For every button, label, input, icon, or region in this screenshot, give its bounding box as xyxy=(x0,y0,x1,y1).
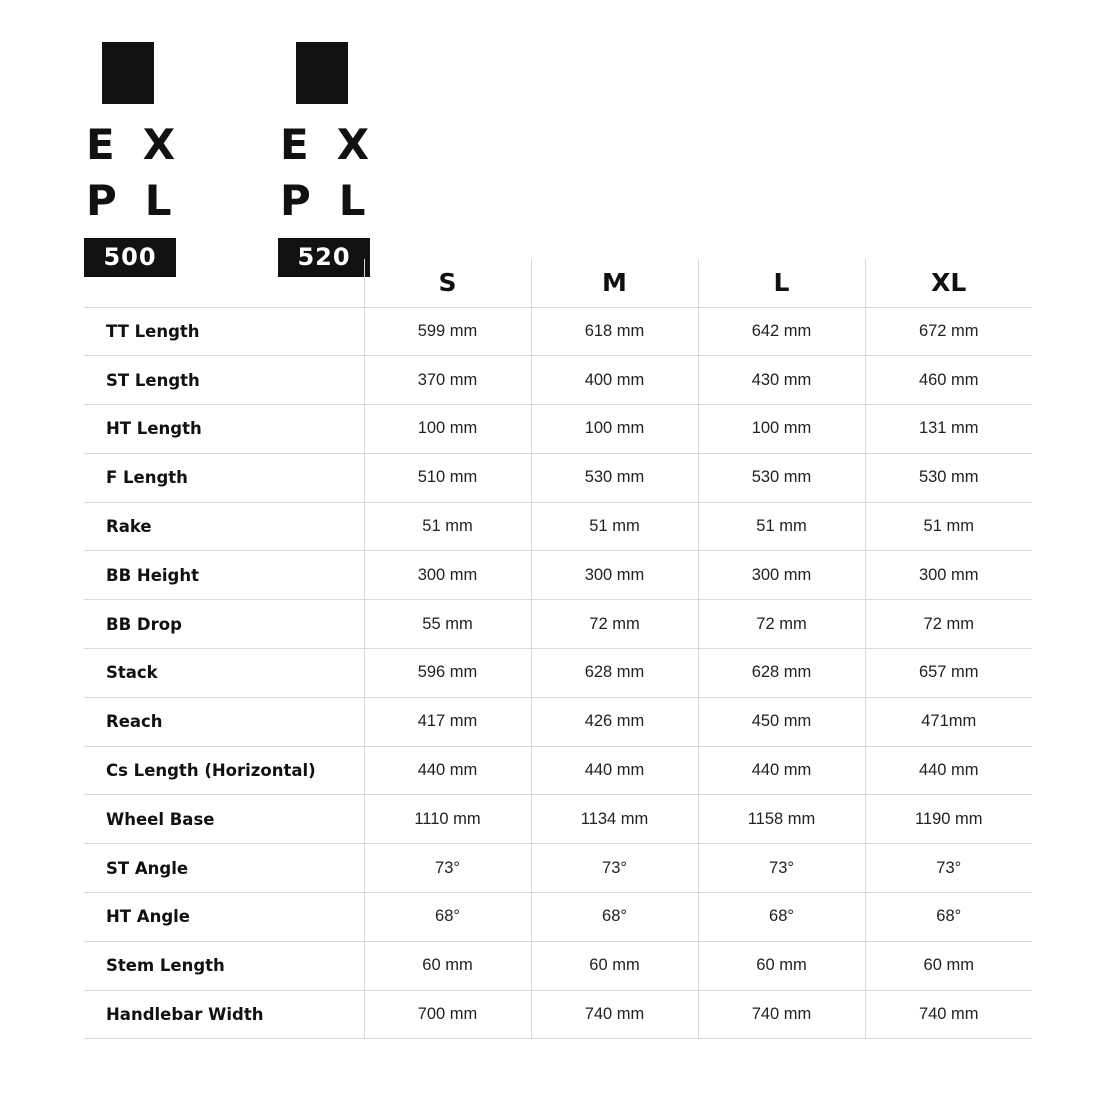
row-value: 100 mm xyxy=(531,405,698,454)
row-value: 628 mm xyxy=(698,649,865,698)
column-header-l: L xyxy=(698,259,865,307)
row-label: Reach xyxy=(84,697,364,746)
row-value: 700 mm xyxy=(364,990,531,1039)
column-header-m: M xyxy=(531,259,698,307)
row-value: 417 mm xyxy=(364,697,531,746)
row-value: 450 mm xyxy=(698,697,865,746)
table-row xyxy=(84,697,1032,746)
logo-expl-520 xyxy=(278,42,420,277)
row-value: 1158 mm xyxy=(698,795,865,844)
row-label: F Length xyxy=(84,453,364,502)
table-row xyxy=(84,844,1032,893)
row-value: 60 mm xyxy=(364,941,531,990)
row-value: 72 mm xyxy=(865,600,1032,649)
row-value: 657 mm xyxy=(865,649,1032,698)
row-value: 460 mm xyxy=(865,356,1032,405)
table-row xyxy=(84,600,1032,649)
row-value: 131 mm xyxy=(865,405,1032,454)
row-label: Stem Length xyxy=(84,941,364,990)
row-value: 530 mm xyxy=(698,453,865,502)
row-value: 73° xyxy=(865,844,1032,893)
logo-letter: E xyxy=(86,120,115,169)
logo-letter: P xyxy=(280,176,311,225)
row-value: 740 mm xyxy=(531,990,698,1039)
row-value: 440 mm xyxy=(865,746,1032,795)
row-value: 51 mm xyxy=(865,502,1032,551)
row-value: 642 mm xyxy=(698,307,865,356)
row-value: 740 mm xyxy=(865,990,1032,1039)
table-row xyxy=(84,405,1032,454)
row-label: TT Length xyxy=(84,307,364,356)
row-label: HT Angle xyxy=(84,893,364,942)
logo-letter: X xyxy=(336,120,370,169)
table-row xyxy=(84,551,1032,600)
row-value: 426 mm xyxy=(531,697,698,746)
column-header-xl: XL xyxy=(865,259,1032,307)
row-value: 73° xyxy=(698,844,865,893)
row-label: Handlebar Width xyxy=(84,990,364,1039)
logo-expl-500 xyxy=(84,42,226,277)
row-value: 370 mm xyxy=(364,356,531,405)
row-value: 55 mm xyxy=(364,600,531,649)
row-value: 440 mm xyxy=(531,746,698,795)
logo-square-icon xyxy=(102,42,154,104)
row-label: ST Length xyxy=(84,356,364,405)
row-value: 618 mm xyxy=(531,307,698,356)
row-value: 1134 mm xyxy=(531,795,698,844)
row-value: 672 mm xyxy=(865,307,1032,356)
row-value: 68° xyxy=(364,893,531,942)
row-value: 740 mm xyxy=(698,990,865,1039)
row-value: 440 mm xyxy=(364,746,531,795)
table-row xyxy=(84,453,1032,502)
logo-model-badge: 520 xyxy=(278,238,370,277)
row-value: 100 mm xyxy=(364,405,531,454)
table-row xyxy=(84,502,1032,551)
row-value: 628 mm xyxy=(531,649,698,698)
brand-logo-group xyxy=(84,42,420,277)
logo-square-icon xyxy=(296,42,348,104)
table-header xyxy=(84,259,1032,307)
logo-wordmark xyxy=(278,120,420,225)
table-row xyxy=(84,795,1032,844)
row-value: 300 mm xyxy=(865,551,1032,600)
row-label: Wheel Base xyxy=(84,795,364,844)
logo-letter: X xyxy=(142,120,176,169)
table-header-row xyxy=(84,259,1032,307)
row-value: 440 mm xyxy=(698,746,865,795)
row-value: 100 mm xyxy=(698,405,865,454)
row-value: 471mm xyxy=(865,697,1032,746)
table-row xyxy=(84,356,1032,405)
logo-letter: L xyxy=(338,176,366,225)
row-label: ST Angle xyxy=(84,844,364,893)
row-label: BB Height xyxy=(84,551,364,600)
row-value: 300 mm xyxy=(698,551,865,600)
row-value: 596 mm xyxy=(364,649,531,698)
logo-wordmark xyxy=(84,120,226,225)
row-value: 1110 mm xyxy=(364,795,531,844)
row-label: Cs Length (Horizontal) xyxy=(84,746,364,795)
logo-letter: L xyxy=(144,176,172,225)
row-value: 430 mm xyxy=(698,356,865,405)
row-value: 300 mm xyxy=(364,551,531,600)
table-body xyxy=(84,307,1032,1039)
column-header-s: S xyxy=(364,259,531,307)
row-value: 68° xyxy=(865,893,1032,942)
row-value: 73° xyxy=(364,844,531,893)
row-value: 510 mm xyxy=(364,453,531,502)
row-label: Rake xyxy=(84,502,364,551)
row-value: 68° xyxy=(531,893,698,942)
logo-letter: E xyxy=(280,120,309,169)
row-value: 73° xyxy=(531,844,698,893)
logo-model-badge: 500 xyxy=(84,238,176,277)
logo-letter: P xyxy=(86,176,117,225)
row-label: Stack xyxy=(84,649,364,698)
row-value: 60 mm xyxy=(698,941,865,990)
row-value: 72 mm xyxy=(531,600,698,649)
table-row xyxy=(84,307,1032,356)
row-label: HT Length xyxy=(84,405,364,454)
row-value: 51 mm xyxy=(364,502,531,551)
row-value: 51 mm xyxy=(698,502,865,551)
row-value: 68° xyxy=(698,893,865,942)
table-corner-cell xyxy=(84,259,364,307)
row-value: 530 mm xyxy=(531,453,698,502)
table-row xyxy=(84,649,1032,698)
row-value: 1190 mm xyxy=(865,795,1032,844)
geometry-table xyxy=(84,259,1032,1039)
table-row xyxy=(84,941,1032,990)
row-label: BB Drop xyxy=(84,600,364,649)
table-row xyxy=(84,746,1032,795)
row-value: 51 mm xyxy=(531,502,698,551)
table-row xyxy=(84,990,1032,1039)
row-value: 599 mm xyxy=(364,307,531,356)
row-value: 72 mm xyxy=(698,600,865,649)
row-value: 60 mm xyxy=(865,941,1032,990)
row-value: 60 mm xyxy=(531,941,698,990)
table-row xyxy=(84,893,1032,942)
row-value: 300 mm xyxy=(531,551,698,600)
row-value: 400 mm xyxy=(531,356,698,405)
row-value: 530 mm xyxy=(865,453,1032,502)
